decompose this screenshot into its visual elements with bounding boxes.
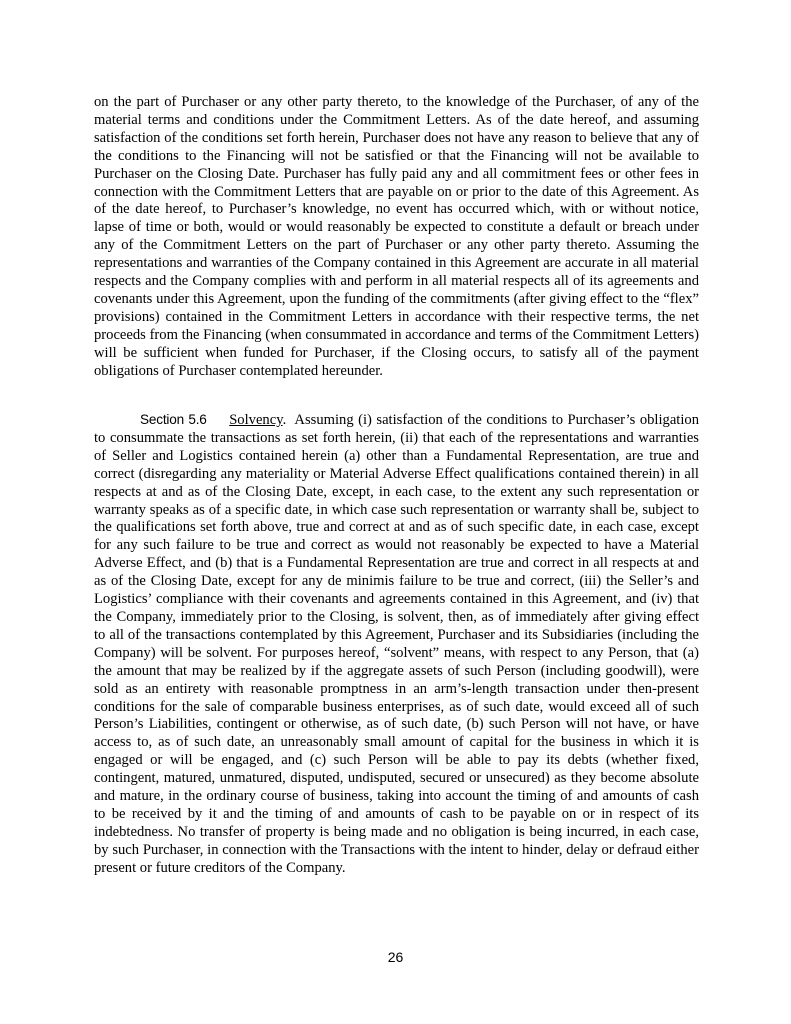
section-title: Solvency bbox=[229, 412, 283, 428]
section-number: Section 5.6 bbox=[140, 412, 207, 427]
section-5-6-paragraph: Section 5.6 Solvency. Assuming (i) satisfaction of the conditions to Purchaser’s obligation to consummate the transactions as set forth herein, (ii) that each of the representations and warranties of Seller and Logistics contained herein (a) other than a Fundamental Representation, are true and correct (disregarding any materiality or Material Adverse Effect qualifications contained therein) in all respects at and as of the Closing Date, except, in each case, to the extent any such representation or warranty speaks as of a specific date, in which case such representation or warranty shall be, subject to the qualifications set forth above, true and correct at and as of such specific date, in each case, except for any such failure to be true and correct as would not reasonably be expected to have a Material Adverse Effect, and (b) that is a Fundamental Representation are true and correct in all respects at and as of the Closing Date, except for any de minimis failure to be true and correct, (iii) the Seller’s and Logistics’ compliance with their covenants and agreements contained in this Agreement, and (iv) that the Company, immediately prior to the Closing, is solvent, then, as of immediately after giving effect to all of the transactions contemplated by this Agreement, Purchaser and its Subsidiaries (including the Company) will be solvent. For purposes hereof, “solvent” means, with respect to any Person, that (a) the amount that may be realized by if the aggregate assets of such Person (including goodwill), were sold as an entirety with reasonable promptness in an arm’s-length transaction under then-present conditions for the sale of comparable business enterprises, as of such date, would exceed all of such Person’s Liabilities, contingent or otherwise, as of such date, (b) such Person will not have, or have access to, as of such date, an unreasonably small amount of capital for the business in which it is engaged or will be engaged, and (c) such Person will be able to pay its debts (whether fixed, contingent, matured, unmatured, disputed, undisputed, secured or unsecured) as they become absolute and mature, in the ordinary course of business, taking into account the timing of and amounts of cash to be received by it and the timing of and amounts of cash to be payable on or in respect of its indebtedness. No transfer of property is being made and no obligation is being incurred, in each case, by such Purchaser, in connection with the Transactions with the intent to hinder, delay or defraud either present or future creditors of the Company. bbox=[94, 412, 700, 876]
page-number: 26 bbox=[387, 949, 404, 965]
section-body: Assuming (i) satisfaction of the conditions to Purchaser’s obligation to consummate the transactions as set forth herein, (ii) that each of the representations and warranties of Seller and Logistics contained herein (a) other than a Fundamental Representation, are true and correct (disregarding any materiality or Material Adverse Effect qualifications contained therein) in all respects at and as of the Closing Date, except, in each case, to the extent any such representation or warranty speaks as of a specific date, in which case such representation or warranty shall be, subject to the qualifications set forth above, true and correct at and as of such specific date, in each case, except for any such failure to be true and correct as would not reasonably be expected to have a Material Adverse Effect, and (b) that is a Fundamental Representation are true and correct in all respects at and as of the Closing Date, except for any de minimis failure to be true and correct, (iii) the Seller’s and Logistics’ compliance with their covenants and agreements contained in this Agreement, and (iv) that the Company, immediately prior to the Closing, is solvent, then, as of immediately after giving effect to all of the transactions contemplated by this Agreement, Purchaser and its Subsidiaries (including the Company) will be solvent. For purposes hereof, “solvent” means, with respect to any Person, that (a) the amount that may be realized by if the aggregate assets of such Person (including goodwill), were sold as an entirety with reasonable promptness in an arm’s-length transaction under then-present conditions for the sale of comparable business enterprises, as of such date, would exceed all of such Person’s Liabilities, contingent or otherwise, as of such date, (b) such Person will not have, or have access to, as of such date, an unreasonably small amount of capital for the business in which it is engaged or will be engaged, and (c) such Person will be able to pay its debts (whether fixed, contingent, matured, unmatured, disputed, undisputed, secured or unsecured) as they become absolute and mature, in the ordinary course of business, taking into account the timing of and amounts of cash to be received by it and the timing of and amounts of cash to be payable on or in respect of its indebtedness. No transfer of property is being made and no obligation is being incurred, in each case, by such Purchaser, in connection with the Transactions with the intent to hinder, delay or defraud either present or future creditors of the Company. bbox=[94, 412, 700, 876]
paragraph-continuation: on the part of Purchaser or any other party thereto, to the knowledge of the Purchaser, of any of the material terms and conditions under the Commitment Letters. As of the date hereof, and assuming satisfaction of the conditions set forth herein, Purchaser does not have any reason to believe that any of the conditions to the Financing will not be satisfied or that the Financing will not be available to Purchaser on the Closing Date. Purchaser has fully paid any and all commitment fees or other fees in connection with the Commitment Letters that are payable on or prior to the date of this Agreement. As of the date hereof, to Purchaser’s knowledge, no event has occurred which, with or without notice, lapse of time or both, would or would reasonably be expected to constitute a default or breach under any of the Commitment Letters on the part of Purchaser or any other party thereto. Assuming the representations and warranties of the Company contained in this Agreement are accurate in all material respects and the Company complies with and perform in all material respects all of its agreements and covenants under this Agreement, upon the funding of the commitments (after giving effect to the “flex” provisions) contained in the Commitment Letters in accordance with their respective terms, the net proceeds from the Financing (when consummated in accordance and terms of the Commitment Letters) will be sufficient when funded for Purchaser, if the Closing occurs, to satisfy all of the payment obligations of Purchaser contemplated hereunder. bbox=[94, 94, 699, 379]
